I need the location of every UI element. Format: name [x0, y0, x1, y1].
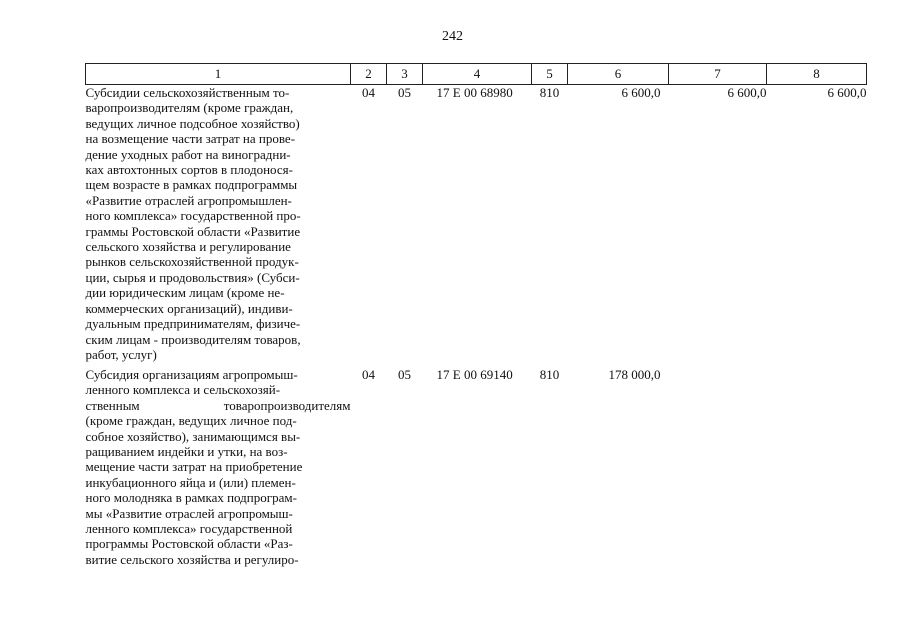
cell-subsection: 05	[398, 367, 411, 382]
description-line: ственным товаропроизводителям	[85, 397, 351, 413]
column-header-1: 1	[86, 64, 351, 85]
cell-amount-col6: 178 000,0	[608, 367, 661, 382]
description-line: «Развитие отраслей агропромышлен-	[85, 192, 292, 208]
description-line: программы Ростовской области «Раз-	[85, 536, 293, 552]
description-line: ленного комплекса» государственной	[85, 521, 293, 537]
description-line: ским лицам - производителям товаров,	[85, 331, 301, 347]
column-header-4: 4	[423, 64, 532, 85]
cell-expense-type: 810	[539, 367, 560, 382]
column-header-3: 3	[387, 64, 423, 85]
cell-amount-col8: 6 600,0	[827, 85, 867, 100]
description-line: дуальным предпринимателям, физиче-	[85, 316, 301, 332]
table-row	[86, 367, 867, 567]
budget-table	[85, 63, 867, 567]
description-line: ках автохтонных сортов в плодонося-	[85, 162, 293, 178]
description-line: Субсидии сельскохозяйственным то-	[85, 85, 290, 100]
cell-amount-col7: 6 600,0	[727, 85, 767, 100]
description-line: ного комплекса» государственной про-	[85, 208, 301, 224]
cell-subsection: 05	[398, 85, 411, 100]
description-line: на возмещение части затрат на прове-	[85, 131, 296, 147]
description-line: витие сельского хозяйства и регулиро-	[85, 551, 299, 567]
description-line: Субсидия организациям агропромыш-	[85, 367, 298, 382]
cell-section: 04	[362, 367, 375, 382]
description-line: ции, сырья и продовольствия» (Субси-	[85, 269, 300, 285]
cell-section: 04	[362, 85, 375, 100]
description-line: дение уходных работ на виноградни-	[85, 146, 291, 162]
description-line: ведущих личное подсобное хозяйство)	[85, 115, 300, 131]
description-line: дии юридическим лицам (кроме не-	[85, 285, 285, 301]
description-line: мещение части затрат на приобретение	[85, 459, 303, 475]
description-line: мы «Развитие отраслей агропромыш-	[85, 505, 293, 521]
cell-amount-col6: 6 600,0	[621, 85, 661, 100]
description-line: инкубационного яйца и (или) племен-	[85, 474, 296, 490]
cell-amount-col7	[669, 367, 767, 567]
description-line: щем возрасте в рамках подпрограммы	[85, 177, 298, 193]
description-line: рынков сельскохозяйственной продук-	[85, 254, 299, 270]
cell-target-article: 17 Е 00 69140	[436, 367, 513, 382]
description-line: ращиванием индейки и утки, на воз-	[85, 444, 288, 460]
column-header-6: 6	[568, 64, 669, 85]
description-line: ного молодняка в рамках подпрограм-	[85, 490, 297, 506]
column-header-2: 2	[351, 64, 387, 85]
description-line: собное хозяйство), занимающимся вы-	[85, 428, 301, 444]
description-line: граммы Ростовской области «Развитие	[85, 223, 301, 239]
table-row	[86, 85, 867, 368]
description-line: коммерческих организаций), индиви-	[85, 300, 293, 316]
row-description	[86, 85, 351, 368]
row-description	[86, 367, 351, 567]
description-line: (кроме граждан, ведущих личное под-	[85, 413, 297, 429]
cell-target-article: 17 Е 00 68980	[436, 85, 513, 100]
description-line: сельского хозяйства и регулирование	[85, 239, 291, 255]
page-number: 242	[442, 29, 463, 44]
column-header-5: 5	[532, 64, 568, 85]
description-line: ленного комплекса и сельскохозяй-	[85, 382, 281, 398]
cell-amount-col8	[767, 367, 867, 567]
column-header-7: 7	[669, 64, 767, 85]
description-line: работ, услуг)	[85, 346, 157, 362]
header-row	[86, 64, 867, 85]
cell-expense-type: 810	[539, 85, 560, 100]
description-line: варопроизводителям (кроме граждан,	[85, 100, 294, 116]
column-header-8: 8	[767, 64, 867, 85]
